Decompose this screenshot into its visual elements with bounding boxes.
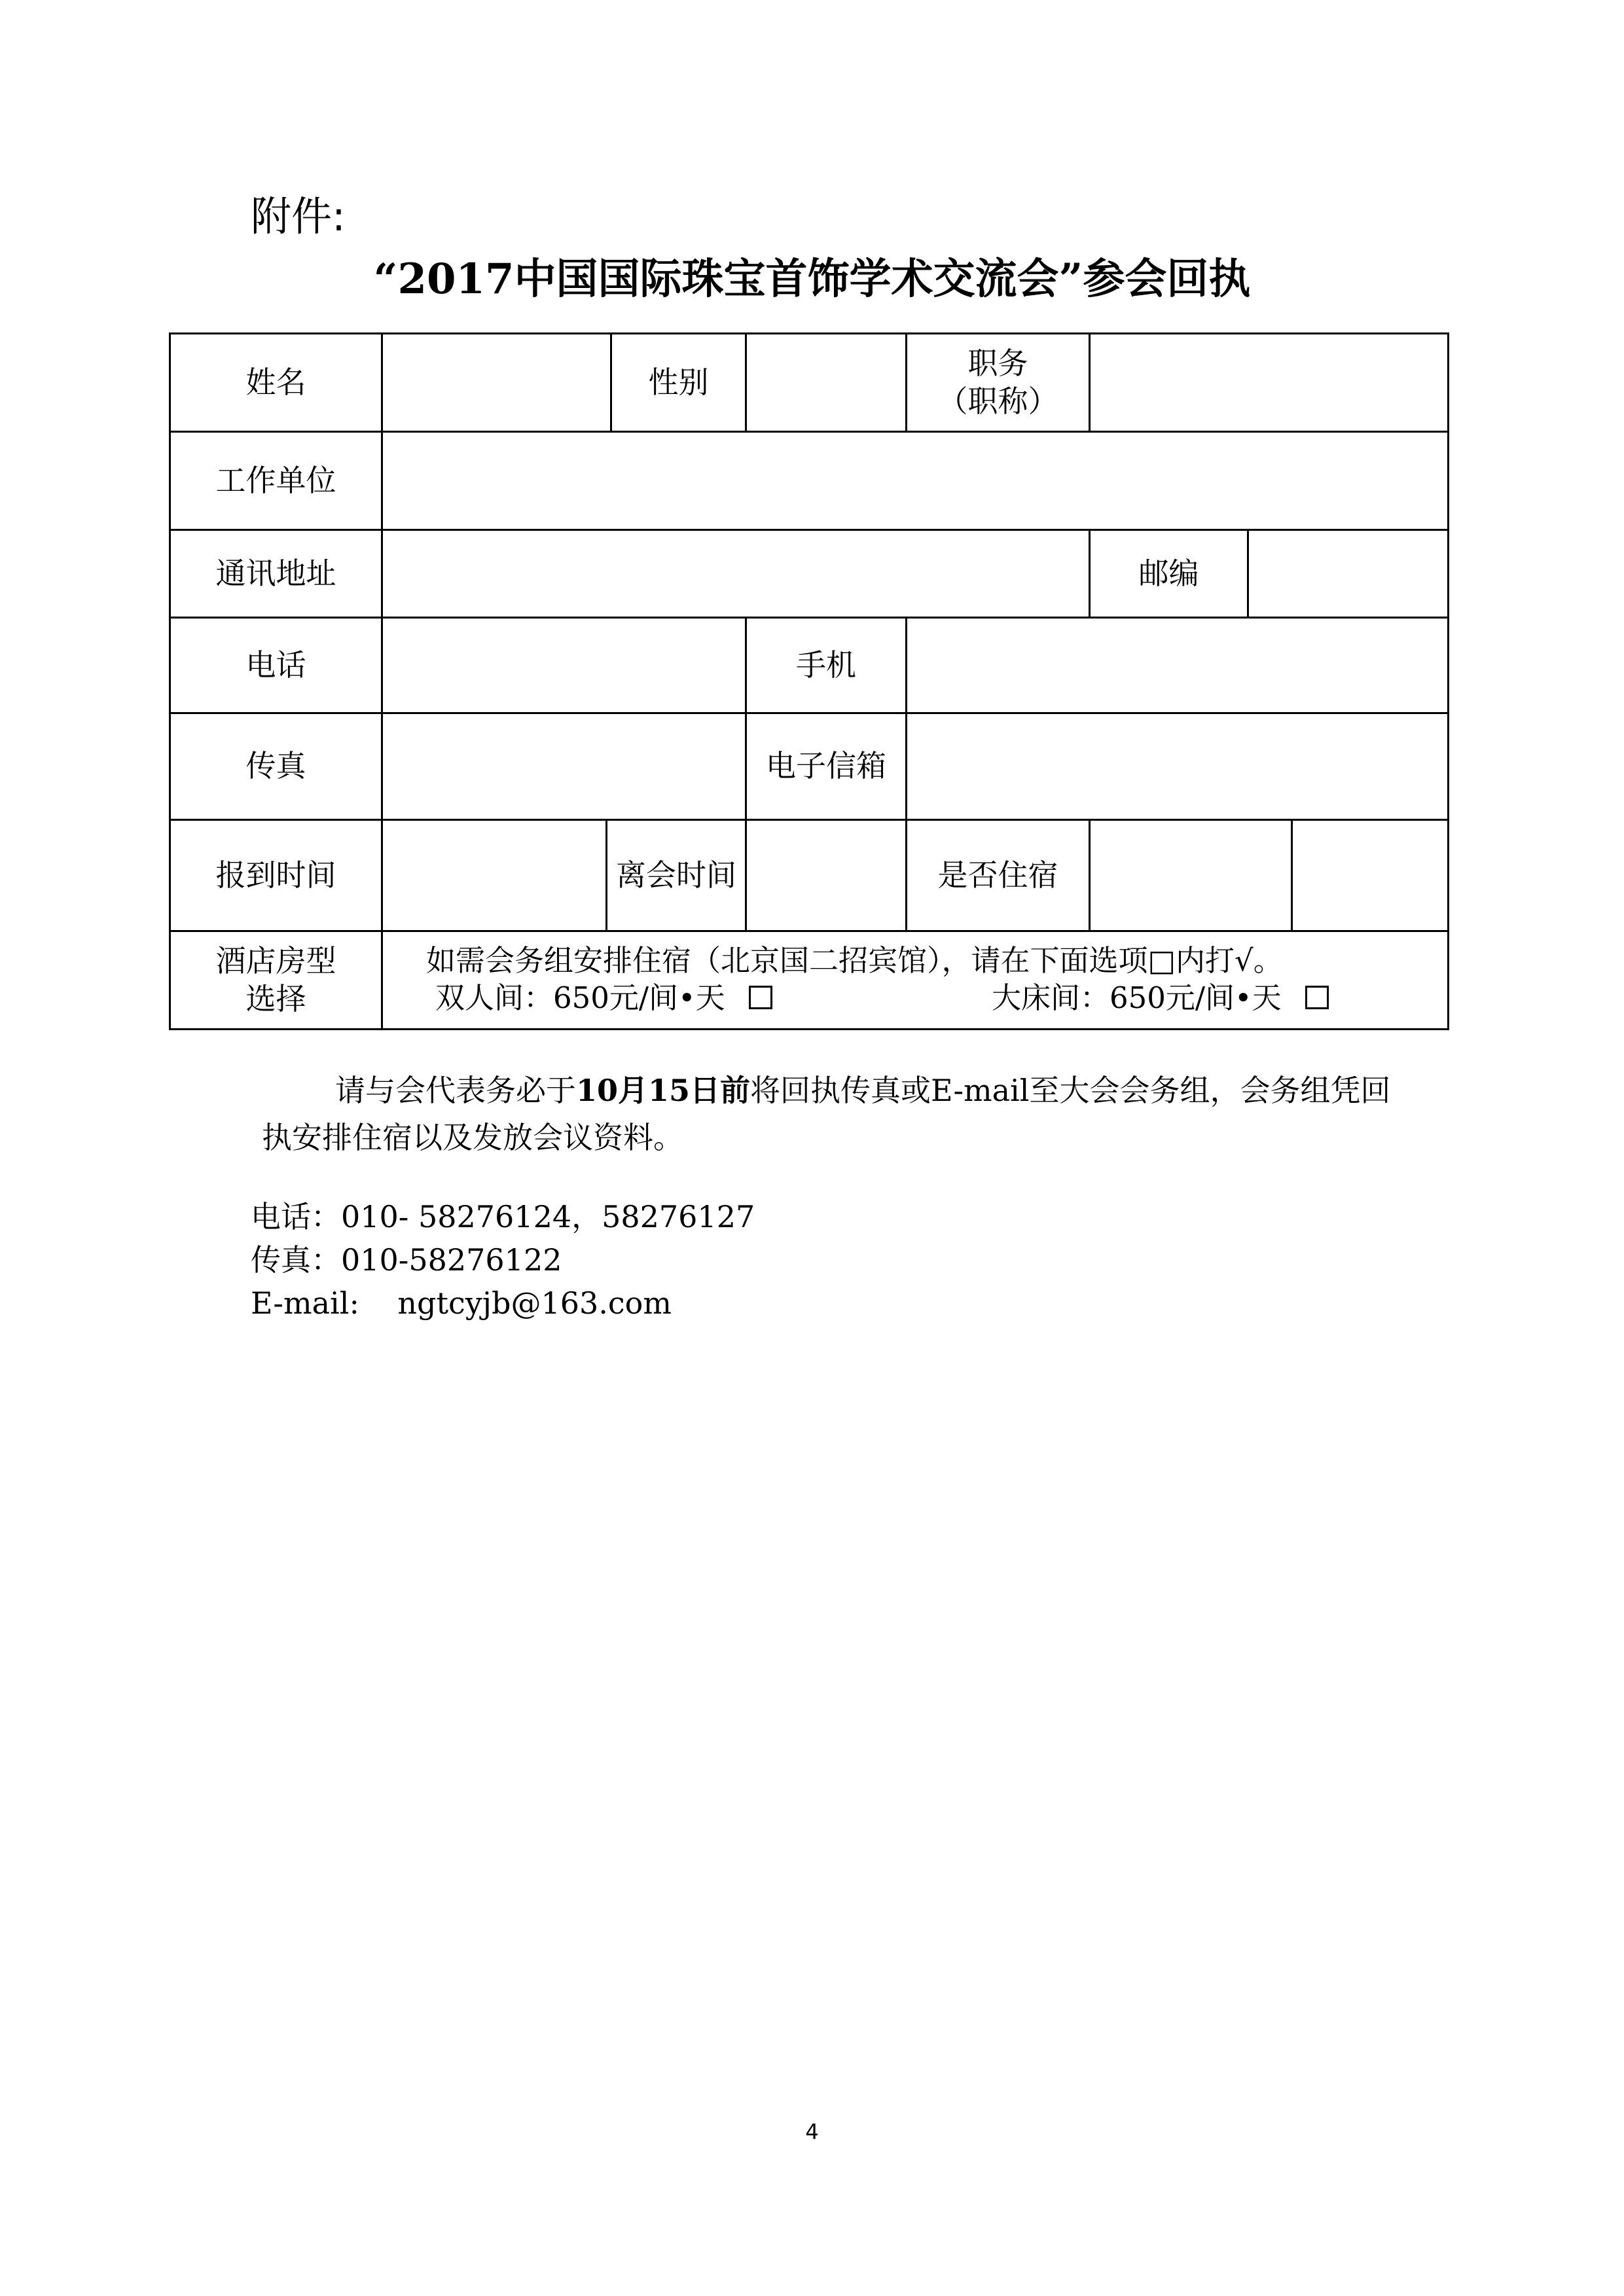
position-label bbox=[907, 334, 1090, 432]
position-label-sub: （职称） bbox=[937, 383, 1058, 419]
name-label: 姓名 bbox=[170, 334, 382, 432]
mobile-label: 手机 bbox=[746, 618, 907, 713]
name-field[interactable] bbox=[382, 334, 611, 432]
lodging-extra-field[interactable] bbox=[1292, 820, 1449, 931]
page-number: 4 bbox=[805, 2119, 819, 2144]
arrival-field[interactable] bbox=[382, 820, 607, 931]
contact-phone: 电话：010- 58276124，58276127 bbox=[251, 1199, 755, 1234]
postcode-label: 邮编 bbox=[1090, 530, 1248, 618]
workplace-label: 工作单位 bbox=[170, 432, 382, 530]
form-row-schedule bbox=[170, 820, 1449, 931]
notice-text-before: 请与会代表务必于 bbox=[335, 1073, 576, 1108]
lodging-field[interactable] bbox=[1090, 820, 1292, 931]
document-title: “2017中国国际珠宝首饰学术交流会”参会回执 bbox=[373, 255, 1251, 304]
fax-field[interactable] bbox=[382, 713, 746, 820]
phone-field[interactable] bbox=[382, 618, 746, 713]
room-option-double bbox=[435, 980, 772, 1016]
room-type-options bbox=[382, 931, 1449, 1030]
position-field[interactable] bbox=[1090, 334, 1449, 432]
email-label: 电子信箱 bbox=[746, 713, 907, 820]
registration-form bbox=[169, 332, 1449, 1030]
gender-field[interactable] bbox=[746, 334, 907, 432]
room-double-checkbox[interactable] bbox=[749, 986, 772, 1009]
lodging-label: 是否住宿 bbox=[907, 820, 1090, 931]
gender-label: 性别 bbox=[611, 334, 746, 432]
notice-deadline: 10月15日前 bbox=[576, 1073, 751, 1108]
form-row-name bbox=[170, 334, 1449, 432]
contact-email: E-mail: ngtcyjb@163.com bbox=[251, 1285, 672, 1321]
room-type-label-line1: 酒店房型 bbox=[215, 943, 336, 978]
form-row-address bbox=[170, 530, 1449, 618]
contact-fax: 传真：010-58276122 bbox=[251, 1242, 562, 1278]
form-row-room-type bbox=[170, 931, 1449, 1030]
room-type-label bbox=[170, 931, 382, 1030]
room-instruction: 如需会务组安排住宿（北京国二招宾馆），请在下面选项□内打√。 bbox=[426, 943, 1283, 978]
arrival-label: 报到时间 bbox=[170, 820, 382, 931]
form-row-workplace bbox=[170, 432, 1449, 530]
fax-label: 传真 bbox=[170, 713, 382, 820]
email-field[interactable] bbox=[907, 713, 1449, 820]
room-option-king bbox=[992, 980, 1329, 1016]
address-field[interactable] bbox=[382, 530, 1090, 618]
departure-field[interactable] bbox=[746, 820, 907, 931]
departure-label: 离会时间 bbox=[607, 820, 746, 931]
room-double-label: 双人间：650元/间•天 bbox=[435, 980, 725, 1015]
address-label: 通讯地址 bbox=[170, 530, 382, 618]
phone-label: 电话 bbox=[170, 618, 382, 713]
room-king-checkbox[interactable] bbox=[1305, 986, 1329, 1009]
form-row-phone bbox=[170, 618, 1449, 713]
room-type-label-line2: 选择 bbox=[245, 980, 306, 1016]
notice-text-after: 将回执传真或E-mail至大会会务组，会务组凭回执安排住宿以及发放会议资料。 bbox=[262, 1073, 1391, 1155]
mobile-field[interactable] bbox=[907, 618, 1449, 713]
room-king-label: 大床间：650元/间•天 bbox=[992, 980, 1282, 1015]
room-options-line bbox=[383, 980, 1447, 1018]
attachment-label: 附件: bbox=[251, 192, 346, 240]
workplace-field[interactable] bbox=[382, 432, 1449, 530]
position-label-main: 职务 bbox=[967, 346, 1028, 381]
notice-paragraph bbox=[262, 1067, 1414, 1161]
form-row-fax bbox=[170, 713, 1449, 820]
postcode-field[interactable] bbox=[1248, 530, 1449, 618]
